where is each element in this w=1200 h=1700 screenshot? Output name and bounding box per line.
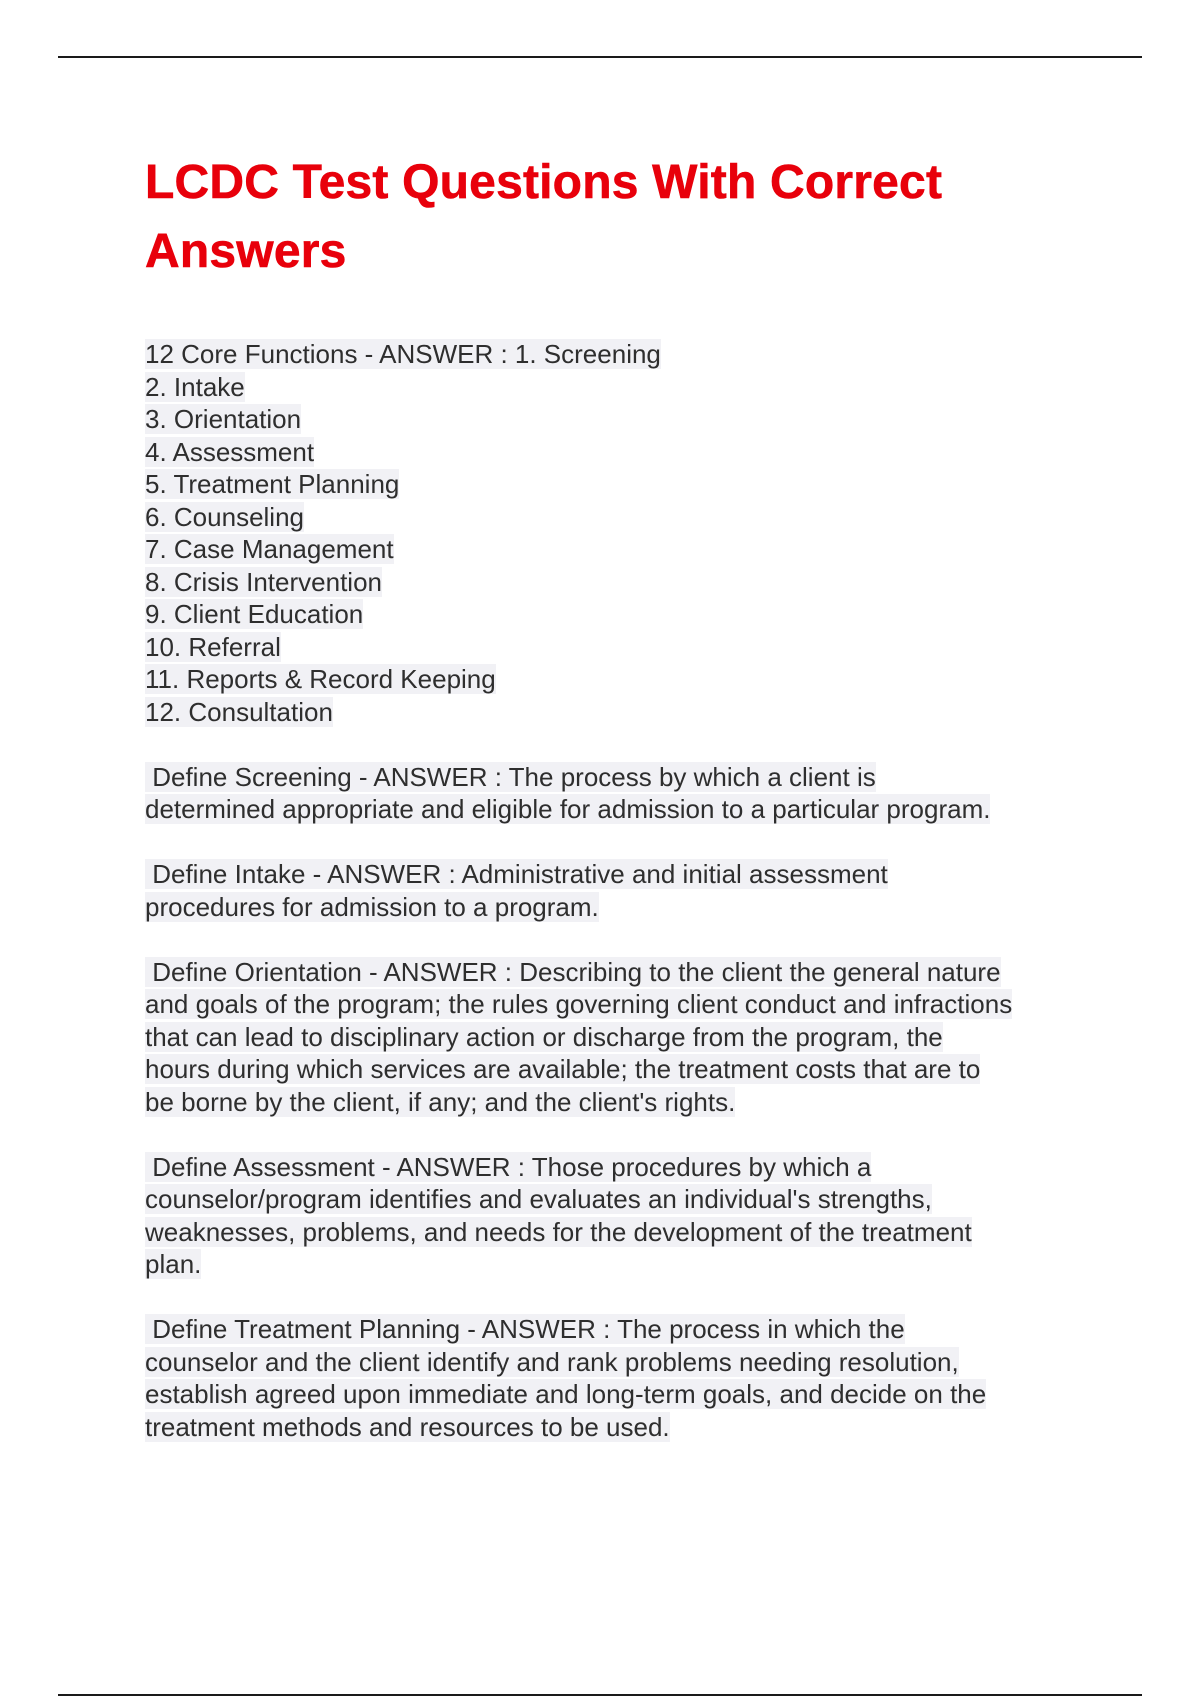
definition-screening	[145, 761, 1085, 826]
definition-orientation	[145, 956, 1085, 1119]
definition-line: determined appropriate and eligible for admission to a particular program.	[145, 794, 991, 824]
definition-line: counselor and the client identify and rank problems needing resolution,	[145, 1346, 959, 1377]
list-item: 9. Client Education	[145, 599, 364, 629]
list-item: 5. Treatment Planning	[145, 469, 400, 499]
definition-line: plan.	[145, 1249, 202, 1279]
list-item: 12. Consultation	[145, 696, 333, 727]
definition-line: Define Treatment Planning - ANSWER : The process in which the	[145, 1314, 905, 1344]
definition-line: be borne by the client, if any; and the client's rights.	[145, 1086, 736, 1117]
definition-line: Define Screening - ANSWER : The process by which a client is	[145, 761, 876, 792]
list-item: 2. Intake	[145, 371, 245, 402]
definition-assessment	[145, 1151, 1085, 1281]
definition-line: and goals of the program; the rules governing client conduct and infractions	[145, 989, 1013, 1019]
definition-line: weaknesses, problems, and needs for the development of the treatment	[145, 1216, 972, 1247]
list-item: 8. Crisis Intervention	[145, 566, 382, 597]
definition-line: treatment methods and resources to be used.	[145, 1411, 670, 1442]
definition-intake	[145, 858, 1085, 923]
definition-line: that can lead to disciplinary action or discharge from the program, the	[145, 1021, 943, 1052]
title-line-2: Answers	[145, 225, 347, 278]
list-item: 6. Counseling	[145, 501, 304, 532]
bottom-rule	[58, 1694, 1142, 1696]
list-item: 10. Referral	[145, 631, 281, 662]
definition-treatment-planning	[145, 1313, 1085, 1443]
list-item: 12 Core Functions - ANSWER : 1. Screening	[145, 339, 661, 369]
definition-line: Define Orientation - ANSWER : Describing to the client the general nature	[145, 956, 1001, 987]
core-functions-list	[145, 338, 1085, 728]
definition-line: Define Assessment - ANSWER : Those procedures by which a	[145, 1151, 872, 1182]
document-body	[145, 338, 1085, 1443]
list-item: 7. Case Management	[145, 534, 394, 564]
list-item: 3. Orientation	[145, 404, 302, 434]
definition-line: counselor/program identifies and evaluates an individual's strengths,	[145, 1184, 932, 1214]
page-content	[145, 148, 1085, 1443]
definition-line: procedures for admission to a program.	[145, 891, 599, 922]
definition-line: hours during which services are available; the treatment costs that are to	[145, 1054, 981, 1084]
list-item: 11. Reports & Record Keeping	[145, 664, 496, 694]
title-line-1: LCDC Test Questions With Correct	[145, 156, 943, 209]
top-rule	[58, 56, 1142, 58]
definition-line: establish agreed upon immediate and long-term goals, and decide on the	[145, 1379, 987, 1409]
definition-line: Define Intake - ANSWER : Administrative and initial assessment	[145, 859, 888, 889]
document-title	[145, 148, 1085, 286]
list-item: 4. Assessment	[145, 436, 315, 467]
